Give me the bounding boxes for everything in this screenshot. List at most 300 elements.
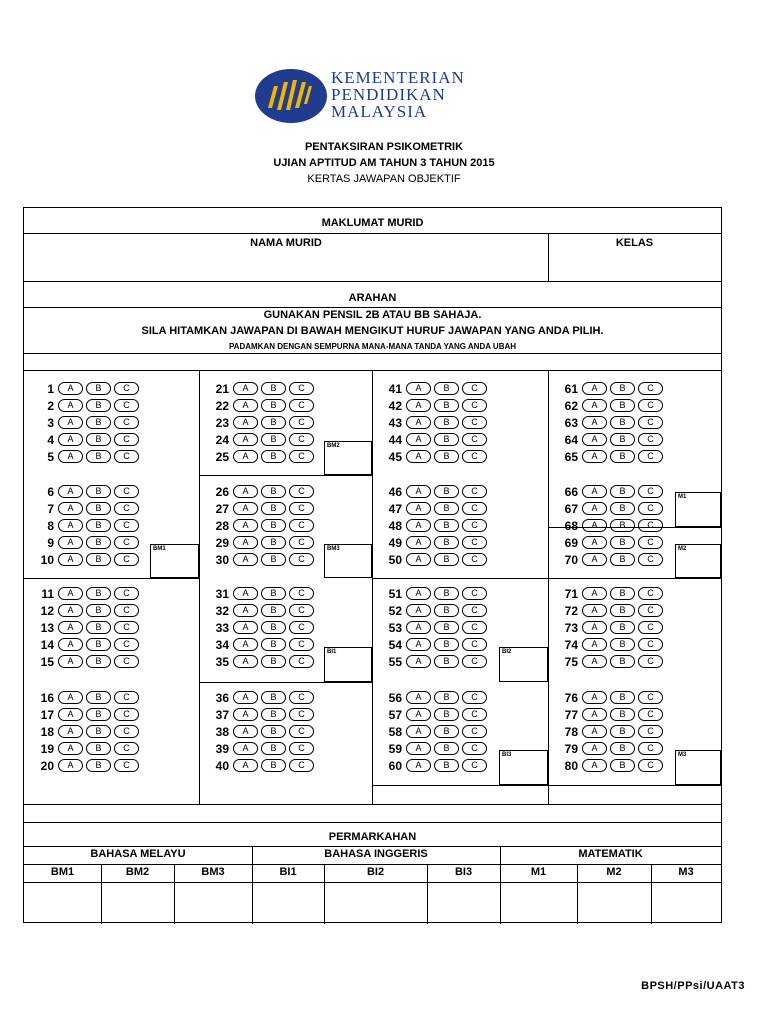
- answer-bubble-a[interactable]: A: [406, 691, 431, 704]
- answer-bubble-a[interactable]: A: [233, 638, 258, 651]
- answer-bubble-c[interactable]: C: [462, 536, 487, 549]
- question-number: 31: [215, 586, 229, 601]
- answer-bubble-a[interactable]: A: [582, 399, 607, 412]
- answer-bubble-c[interactable]: C: [638, 621, 663, 634]
- answer-bubble-a[interactable]: A: [233, 759, 258, 772]
- answer-bubble-c[interactable]: C: [462, 485, 487, 498]
- question-number: 42: [388, 398, 402, 413]
- answer-bubble-a[interactable]: A: [406, 742, 431, 755]
- answer-bubble-b[interactable]: B: [434, 502, 459, 515]
- answer-bubble-b[interactable]: B: [86, 691, 111, 704]
- answer-bubble-a[interactable]: A: [406, 759, 431, 772]
- answer-bubble-b[interactable]: B: [261, 519, 286, 532]
- answer-bubble-a[interactable]: A: [406, 502, 431, 515]
- answer-bubble-b[interactable]: B: [261, 485, 286, 498]
- answer-bubble-a[interactable]: A: [406, 553, 431, 566]
- answer-bubble-a[interactable]: A: [582, 621, 607, 634]
- answer-bubble-a[interactable]: A: [233, 604, 258, 617]
- answer-bubble-c[interactable]: C: [114, 416, 139, 429]
- question-number: 72: [564, 603, 578, 618]
- question-row: [203, 706, 317, 723]
- answer-bubble-a[interactable]: A: [58, 485, 83, 498]
- answer-bubble-b[interactable]: B: [261, 536, 286, 549]
- answer-bubble-a[interactable]: A: [406, 708, 431, 721]
- answer-bubble-b[interactable]: B: [86, 621, 111, 634]
- answer-bubble-a[interactable]: A: [233, 708, 258, 721]
- answer-bubble-a[interactable]: A: [406, 399, 431, 412]
- answer-bubble-c[interactable]: C: [638, 708, 663, 721]
- answer-bubble-b[interactable]: B: [261, 708, 286, 721]
- answer-bubble-a[interactable]: A: [58, 638, 83, 651]
- question-number: 46: [388, 484, 402, 499]
- answer-bubble-c[interactable]: C: [289, 655, 314, 668]
- answer-bubble-c[interactable]: C: [114, 450, 139, 463]
- answer-bubble-b[interactable]: B: [434, 742, 459, 755]
- answer-bubble-c[interactable]: C: [114, 691, 139, 704]
- answer-bubble-c[interactable]: C: [638, 638, 663, 651]
- answer-bubble-c[interactable]: C: [114, 742, 139, 755]
- answer-bubble-c[interactable]: C: [114, 399, 139, 412]
- answer-bubble-b[interactable]: B: [434, 759, 459, 772]
- score-column-bi3: BI3: [454, 866, 473, 878]
- answer-bubble-c[interactable]: C: [289, 485, 314, 498]
- answer-bubble-b[interactable]: B: [261, 621, 286, 634]
- answer-bubble-a[interactable]: A: [58, 502, 83, 515]
- question-number: 53: [388, 620, 402, 635]
- answer-bubble-a[interactable]: A: [582, 502, 607, 515]
- answer-bubble-a[interactable]: A: [582, 450, 607, 463]
- question-row: [28, 380, 142, 397]
- answer-bubble-c[interactable]: C: [638, 742, 663, 755]
- answer-bubble-c[interactable]: C: [289, 587, 314, 600]
- answer-bubble-a[interactable]: A: [233, 725, 258, 738]
- answer-bubble-b[interactable]: B: [86, 553, 111, 566]
- answer-bubble-b[interactable]: B: [434, 553, 459, 566]
- question-number: 3: [47, 415, 54, 430]
- answer-bubble-c[interactable]: C: [638, 502, 663, 515]
- answer-bubble-a[interactable]: A: [58, 519, 83, 532]
- answer-bubble-c[interactable]: C: [289, 691, 314, 704]
- answer-bubble-c[interactable]: C: [462, 759, 487, 772]
- answer-bubble-a[interactable]: A: [233, 519, 258, 532]
- answer-bubble-b[interactable]: B: [610, 536, 635, 549]
- answer-bubble-b[interactable]: B: [610, 638, 635, 651]
- answer-bubble-c[interactable]: C: [462, 638, 487, 651]
- answer-bubble-b[interactable]: B: [434, 708, 459, 721]
- question-number: 18: [40, 724, 54, 739]
- answer-bubble-a[interactable]: A: [582, 587, 607, 600]
- answer-bubble-b[interactable]: B: [610, 604, 635, 617]
- answer-bubble-a[interactable]: A: [582, 691, 607, 704]
- answer-bubble-a[interactable]: A: [582, 485, 607, 498]
- answer-bubble-c[interactable]: C: [462, 655, 487, 668]
- answer-bubble-c[interactable]: C: [114, 382, 139, 395]
- answer-bubble-b[interactable]: B: [261, 382, 286, 395]
- answer-bubble-b[interactable]: B: [261, 587, 286, 600]
- answer-bubble-b[interactable]: B: [86, 485, 111, 498]
- answer-bubble-c[interactable]: C: [462, 725, 487, 738]
- answer-bubble-b[interactable]: B: [86, 708, 111, 721]
- permarkahan-title: PERMARKAHAN: [328, 831, 417, 843]
- answer-bubble-c[interactable]: C: [638, 382, 663, 395]
- answer-bubble-b[interactable]: B: [86, 502, 111, 515]
- answer-bubble-c[interactable]: C: [114, 725, 139, 738]
- answer-bubble-b[interactable]: B: [261, 502, 286, 515]
- question-row: [203, 723, 317, 740]
- answer-bubble-b[interactable]: B: [434, 536, 459, 549]
- answer-bubble-c[interactable]: C: [638, 485, 663, 498]
- answer-bubble-a[interactable]: A: [233, 485, 258, 498]
- answer-bubble-a[interactable]: A: [406, 638, 431, 651]
- answer-bubble-b[interactable]: B: [434, 655, 459, 668]
- answer-bubble-a[interactable]: A: [406, 725, 431, 738]
- answer-bubble-c[interactable]: C: [289, 399, 314, 412]
- answer-bubble-c[interactable]: C: [114, 502, 139, 515]
- answer-bubble-c[interactable]: C: [289, 742, 314, 755]
- answer-bubble-c[interactable]: C: [462, 708, 487, 721]
- answer-bubble-c[interactable]: C: [462, 433, 487, 446]
- question-row: [376, 483, 490, 500]
- answer-bubble-b[interactable]: B: [261, 638, 286, 651]
- question-row: [552, 653, 666, 670]
- answer-bubble-b[interactable]: B: [434, 725, 459, 738]
- question-number: 27: [215, 501, 229, 516]
- answer-bubble-c[interactable]: C: [462, 450, 487, 463]
- answer-bubble-b[interactable]: B: [610, 759, 635, 772]
- answer-bubble-b[interactable]: B: [86, 382, 111, 395]
- answer-bubble-a[interactable]: A: [406, 536, 431, 549]
- question-row: [552, 757, 666, 774]
- answer-bubble-c[interactable]: C: [289, 759, 314, 772]
- answer-bubble-a[interactable]: A: [233, 416, 258, 429]
- question-number: 54: [388, 637, 402, 652]
- answer-bubble-b[interactable]: B: [86, 399, 111, 412]
- answer-bubble-b[interactable]: B: [434, 416, 459, 429]
- question-row: [552, 431, 666, 448]
- answer-bubble-b[interactable]: B: [610, 708, 635, 721]
- answer-bubble-c[interactable]: C: [638, 725, 663, 738]
- question-row: [552, 602, 666, 619]
- answer-bubble-c[interactable]: C: [638, 553, 663, 566]
- nama-murid-label: NAMA MURID: [250, 237, 322, 249]
- answer-bubble-b[interactable]: B: [434, 399, 459, 412]
- question-row: [203, 500, 317, 517]
- score-column-m2: M2: [606, 866, 622, 878]
- answer-bubble-b[interactable]: B: [261, 742, 286, 755]
- answer-bubble-c[interactable]: C: [638, 519, 663, 532]
- answer-bubble-a[interactable]: A: [233, 553, 258, 566]
- answer-bubble-c[interactable]: C: [462, 553, 487, 566]
- answer-bubble-b[interactable]: B: [610, 655, 635, 668]
- answer-bubble-c[interactable]: C: [114, 708, 139, 721]
- answer-bubble-a[interactable]: A: [406, 587, 431, 600]
- answer-bubble-a[interactable]: A: [58, 621, 83, 634]
- answer-bubble-a[interactable]: A: [582, 604, 607, 617]
- answer-bubble-b[interactable]: B: [86, 759, 111, 772]
- answer-bubble-c[interactable]: C: [638, 416, 663, 429]
- question-row: [376, 551, 490, 568]
- answer-bubble-b[interactable]: B: [610, 502, 635, 515]
- answer-bubble-a[interactable]: A: [582, 382, 607, 395]
- answer-bubble-b[interactable]: B: [261, 416, 286, 429]
- answer-bubble-a[interactable]: A: [58, 399, 83, 412]
- answer-bubble-c[interactable]: C: [638, 691, 663, 704]
- answer-bubble-a[interactable]: A: [582, 553, 607, 566]
- question-row: [552, 551, 666, 568]
- header-paper: KERTAS JAWAPAN OBJEKTIF: [307, 173, 461, 185]
- answer-bubble-a[interactable]: A: [58, 536, 83, 549]
- answer-bubble-a[interactable]: A: [406, 485, 431, 498]
- question-number: 17: [40, 707, 54, 722]
- answer-bubble-b[interactable]: B: [434, 587, 459, 600]
- answer-bubble-c[interactable]: C: [114, 655, 139, 668]
- answer-bubble-c[interactable]: C: [638, 433, 663, 446]
- answer-bubble-b[interactable]: B: [261, 399, 286, 412]
- answer-bubble-b[interactable]: B: [86, 604, 111, 617]
- answer-bubble-a[interactable]: A: [406, 433, 431, 446]
- answer-bubble-a[interactable]: A: [58, 587, 83, 600]
- answer-bubble-c[interactable]: C: [462, 691, 487, 704]
- question-row: [552, 500, 666, 517]
- answer-bubble-c[interactable]: C: [289, 382, 314, 395]
- question-number: 65: [564, 449, 578, 464]
- answer-bubble-c[interactable]: C: [289, 433, 314, 446]
- answer-bubble-b[interactable]: B: [261, 655, 286, 668]
- question-row: [376, 534, 490, 551]
- answer-bubble-c[interactable]: C: [289, 604, 314, 617]
- question-number: 9: [47, 535, 54, 550]
- answer-bubble-c[interactable]: C: [462, 382, 487, 395]
- answer-bubble-b[interactable]: B: [434, 691, 459, 704]
- answer-bubble-a[interactable]: A: [582, 433, 607, 446]
- question-row: [552, 397, 666, 414]
- answer-bubble-c[interactable]: C: [114, 604, 139, 617]
- answer-bubble-b[interactable]: B: [86, 587, 111, 600]
- answer-bubble-c[interactable]: C: [638, 655, 663, 668]
- score-column-bm3: BM3: [201, 866, 225, 878]
- answer-bubble-b[interactable]: B: [434, 604, 459, 617]
- question-row: [28, 397, 142, 414]
- question-number: 25: [215, 449, 229, 464]
- answer-bubble-b[interactable]: B: [434, 485, 459, 498]
- answer-bubble-c[interactable]: C: [289, 502, 314, 515]
- answer-bubble-c[interactable]: C: [114, 536, 139, 549]
- answer-bubble-c[interactable]: C: [462, 502, 487, 515]
- question-number: 22: [215, 398, 229, 413]
- answer-bubble-c[interactable]: C: [638, 759, 663, 772]
- answer-bubble-a[interactable]: A: [406, 382, 431, 395]
- answer-bubble-a[interactable]: A: [582, 519, 607, 532]
- answer-bubble-c[interactable]: C: [114, 638, 139, 651]
- answer-bubble-b[interactable]: B: [610, 725, 635, 738]
- answer-bubble-c[interactable]: C: [114, 553, 139, 566]
- answer-bubble-a[interactable]: A: [233, 382, 258, 395]
- answer-bubble-b[interactable]: B: [86, 536, 111, 549]
- answer-bubble-c[interactable]: C: [114, 759, 139, 772]
- answer-bubble-a[interactable]: A: [233, 691, 258, 704]
- answer-bubble-a[interactable]: A: [406, 416, 431, 429]
- answer-bubble-b[interactable]: B: [261, 604, 286, 617]
- answer-bubble-c[interactable]: C: [462, 399, 487, 412]
- answer-bubble-b[interactable]: B: [261, 450, 286, 463]
- question-row: [28, 689, 142, 706]
- question-row: [376, 602, 490, 619]
- answer-bubble-a[interactable]: A: [582, 416, 607, 429]
- question-row: [376, 517, 490, 534]
- answer-bubble-b[interactable]: B: [434, 382, 459, 395]
- question-row: [376, 706, 490, 723]
- answer-bubble-c[interactable]: C: [462, 519, 487, 532]
- answer-bubble-c[interactable]: C: [638, 587, 663, 600]
- answer-bubble-a[interactable]: A: [233, 587, 258, 600]
- answer-bubble-a[interactable]: A: [233, 399, 258, 412]
- answer-bubble-a[interactable]: A: [582, 708, 607, 721]
- answer-bubble-a[interactable]: A: [406, 604, 431, 617]
- answer-bubble-a[interactable]: A: [233, 450, 258, 463]
- answer-bubble-b[interactable]: B: [434, 450, 459, 463]
- answer-bubble-a[interactable]: A: [58, 742, 83, 755]
- answer-bubble-c[interactable]: C: [289, 638, 314, 651]
- answer-bubble-c[interactable]: C: [462, 742, 487, 755]
- answer-bubble-a[interactable]: A: [58, 759, 83, 772]
- answer-bubble-b[interactable]: B: [610, 519, 635, 532]
- answer-bubble-c[interactable]: C: [289, 519, 314, 532]
- answer-bubble-a[interactable]: A: [58, 382, 83, 395]
- answer-bubble-b[interactable]: B: [86, 742, 111, 755]
- answer-bubble-b[interactable]: B: [86, 433, 111, 446]
- question-number: 49: [388, 535, 402, 550]
- score-column-m3: M3: [678, 866, 694, 878]
- answer-bubble-a[interactable]: A: [582, 725, 607, 738]
- answer-bubble-c[interactable]: C: [289, 450, 314, 463]
- answer-bubble-a[interactable]: A: [582, 638, 607, 651]
- answer-bubble-c[interactable]: C: [462, 621, 487, 634]
- answer-bubble-a[interactable]: A: [406, 621, 431, 634]
- question-row: [203, 551, 317, 568]
- answer-bubble-a[interactable]: A: [58, 604, 83, 617]
- answer-bubble-a[interactable]: A: [406, 655, 431, 668]
- answer-bubble-b[interactable]: B: [610, 553, 635, 566]
- answer-bubble-c[interactable]: C: [638, 604, 663, 617]
- answer-bubble-c[interactable]: C: [638, 536, 663, 549]
- answer-bubble-b[interactable]: B: [261, 433, 286, 446]
- answer-bubble-b[interactable]: B: [434, 621, 459, 634]
- question-number: 77: [564, 707, 578, 722]
- answer-bubble-b[interactable]: B: [261, 759, 286, 772]
- answer-bubble-b[interactable]: B: [610, 382, 635, 395]
- answer-bubble-c[interactable]: C: [289, 708, 314, 721]
- answer-bubble-c[interactable]: C: [114, 519, 139, 532]
- answer-bubble-b[interactable]: B: [610, 691, 635, 704]
- question-row: [376, 500, 490, 517]
- question-number: 76: [564, 690, 578, 705]
- answer-bubble-b[interactable]: B: [610, 433, 635, 446]
- answer-bubble-c[interactable]: C: [289, 621, 314, 634]
- answer-bubble-b[interactable]: B: [610, 587, 635, 600]
- answer-bubble-a[interactable]: A: [233, 621, 258, 634]
- answer-bubble-a[interactable]: A: [582, 742, 607, 755]
- question-row: [203, 653, 317, 670]
- answer-bubble-c[interactable]: C: [114, 621, 139, 634]
- answer-bubble-b[interactable]: B: [261, 553, 286, 566]
- answer-bubble-a[interactable]: A: [58, 725, 83, 738]
- answer-bubble-b[interactable]: B: [86, 416, 111, 429]
- answer-bubble-a[interactable]: A: [406, 450, 431, 463]
- answer-bubble-a[interactable]: A: [233, 502, 258, 515]
- answer-bubble-a[interactable]: A: [58, 708, 83, 721]
- answer-bubble-c[interactable]: C: [114, 587, 139, 600]
- answer-bubble-b[interactable]: B: [261, 691, 286, 704]
- section-box-bm3: BM3: [324, 544, 372, 578]
- question-number: 11: [41, 586, 54, 601]
- question-row: [552, 689, 666, 706]
- answer-bubble-c[interactable]: C: [289, 725, 314, 738]
- answer-bubble-c[interactable]: C: [462, 604, 487, 617]
- answer-bubble-a[interactable]: A: [233, 742, 258, 755]
- answer-bubble-b[interactable]: B: [86, 638, 111, 651]
- answer-bubble-a[interactable]: A: [233, 433, 258, 446]
- answer-bubble-b[interactable]: B: [610, 621, 635, 634]
- answer-bubble-a[interactable]: A: [582, 536, 607, 549]
- answer-bubble-a[interactable]: A: [58, 553, 83, 566]
- answer-bubble-a[interactable]: A: [582, 655, 607, 668]
- question-row: [203, 689, 317, 706]
- answer-bubble-a[interactable]: A: [406, 519, 431, 532]
- answer-bubble-b[interactable]: B: [610, 742, 635, 755]
- answer-bubble-c[interactable]: C: [289, 416, 314, 429]
- question-row: [203, 380, 317, 397]
- answer-bubble-b[interactable]: B: [86, 655, 111, 668]
- answer-bubble-c[interactable]: C: [638, 450, 663, 463]
- answer-bubble-c[interactable]: C: [462, 587, 487, 600]
- group-matematik: MATEMATIK: [578, 848, 643, 860]
- question-row: [552, 534, 666, 551]
- answer-bubble-c[interactable]: C: [114, 485, 139, 498]
- answer-bubble-c[interactable]: C: [638, 399, 663, 412]
- answer-bubble-b[interactable]: B: [261, 725, 286, 738]
- answer-bubble-b[interactable]: B: [610, 416, 635, 429]
- answer-bubble-b[interactable]: B: [86, 725, 111, 738]
- arahan-line1: GUNAKAN PENSIL 2B ATAU BB SAHAJA.: [263, 309, 482, 321]
- answer-bubble-a[interactable]: A: [233, 655, 258, 668]
- answer-bubble-b[interactable]: B: [434, 638, 459, 651]
- answer-bubble-a[interactable]: A: [233, 536, 258, 549]
- answer-bubble-b[interactable]: B: [610, 450, 635, 463]
- answer-bubble-b[interactable]: B: [434, 519, 459, 532]
- answer-bubble-a[interactable]: A: [58, 433, 83, 446]
- answer-bubble-c[interactable]: C: [289, 536, 314, 549]
- answer-bubble-a[interactable]: A: [58, 655, 83, 668]
- answer-bubble-b[interactable]: B: [86, 450, 111, 463]
- answer-bubble-a[interactable]: A: [58, 450, 83, 463]
- answer-bubble-a[interactable]: A: [58, 691, 83, 704]
- question-row: [552, 619, 666, 636]
- answer-bubble-c[interactable]: C: [289, 553, 314, 566]
- answer-bubble-a[interactable]: A: [58, 416, 83, 429]
- question-row: [28, 414, 142, 431]
- answer-bubble-a[interactable]: A: [582, 759, 607, 772]
- answer-bubble-b[interactable]: B: [86, 519, 111, 532]
- question-row: [28, 551, 142, 568]
- answer-bubble-b[interactable]: B: [610, 485, 635, 498]
- question-row: [203, 517, 317, 534]
- answer-bubble-b[interactable]: B: [434, 433, 459, 446]
- answer-bubble-b[interactable]: B: [610, 399, 635, 412]
- answer-bubble-c[interactable]: C: [114, 433, 139, 446]
- question-number: 5: [47, 449, 54, 464]
- answer-bubble-c[interactable]: C: [462, 416, 487, 429]
- question-number: 2: [47, 398, 54, 413]
